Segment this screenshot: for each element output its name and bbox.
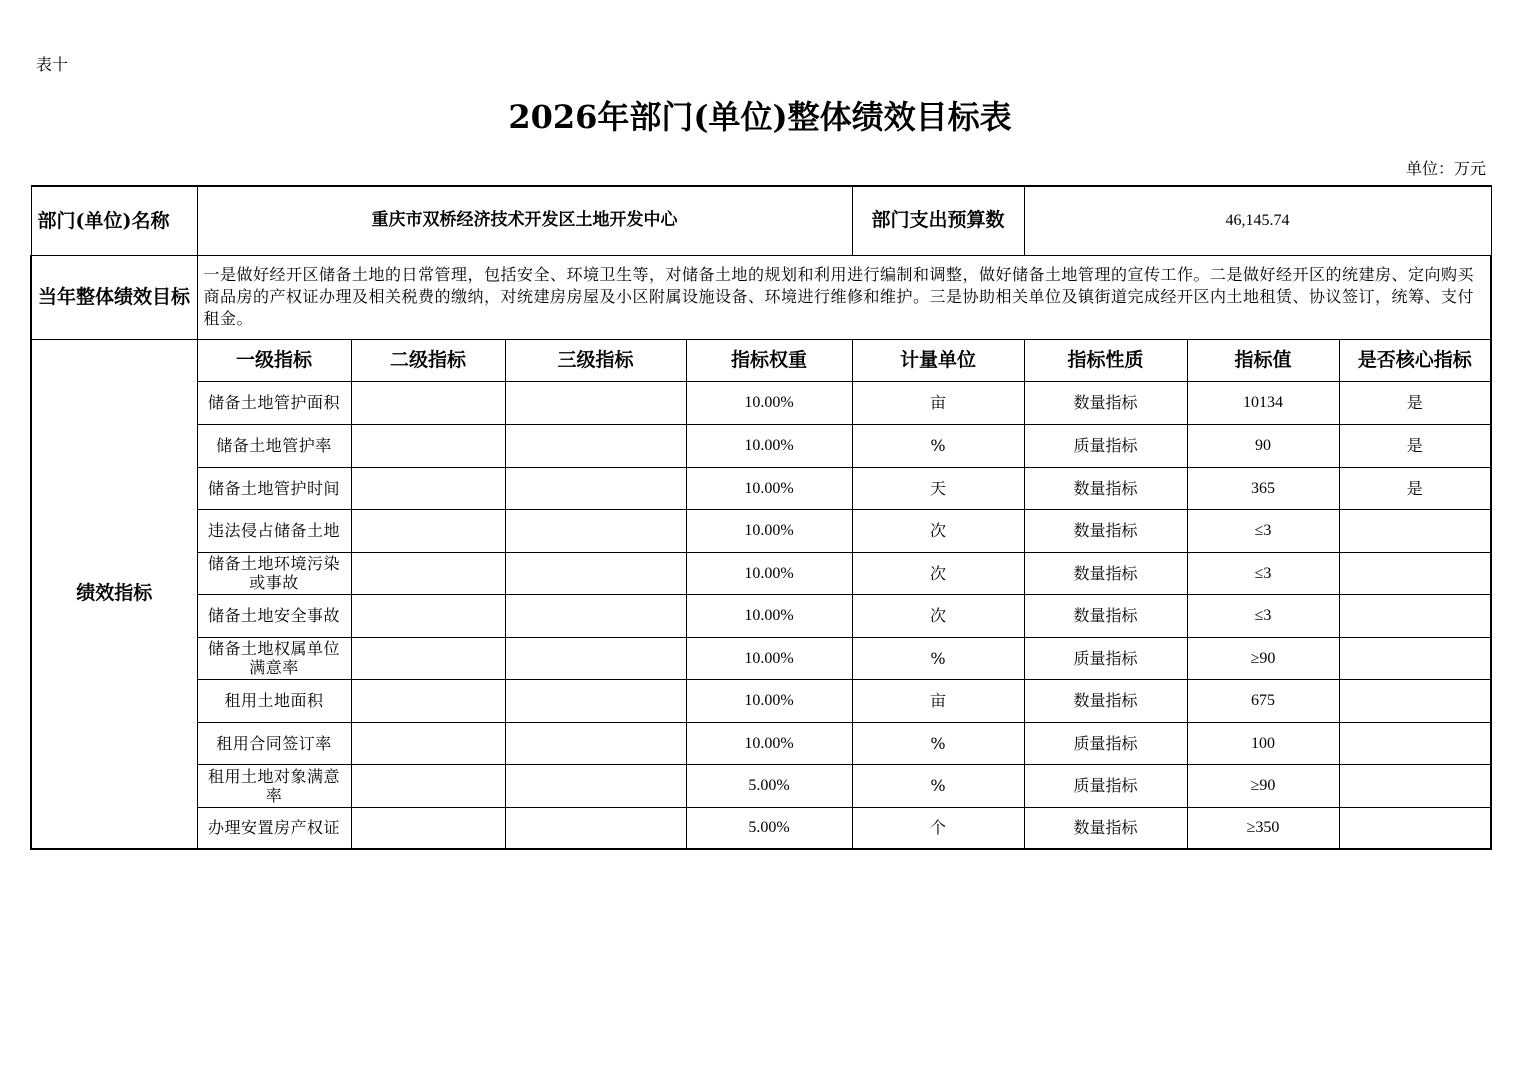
table-row [31,381,1491,424]
level2-cell [351,424,505,467]
indicator-section-label: 绩效指标 [31,339,197,849]
value-cell: ≤3 [1187,594,1339,637]
weight-cell: 10.00% [686,594,852,637]
page-title: 2026年部门(单位)整体绩效目标表 [508,98,1012,136]
weight-cell: 10.00% [686,424,852,467]
value-cell: ≤3 [1187,509,1339,552]
core-cell [1339,807,1491,849]
core-cell [1339,722,1491,764]
level2-cell [351,722,505,764]
table-row [31,467,1491,509]
nature-cell: 数量指标 [1024,594,1187,637]
indicator-header-row [31,339,1491,381]
value-cell: 100 [1187,722,1339,764]
table-row [31,807,1491,849]
core-cell [1339,509,1491,552]
table-body [31,186,1491,849]
level3-cell [505,764,686,807]
level2-cell [351,381,505,424]
weight-cell: 10.00% [686,679,852,722]
level1-cell: 储备土地管护率 [197,424,351,467]
value-cell: 675 [1187,679,1339,722]
nature-cell: 质量指标 [1024,764,1187,807]
table-row [31,594,1491,637]
col-header-unit: 计量单位 [852,339,1024,381]
unit-cell: 次 [852,509,1024,552]
level1-cell: 储备土地环境污染或事故 [197,552,351,594]
level1-cell: 储备土地权属单位满意率 [197,637,351,679]
nature-cell: 质量指标 [1024,637,1187,679]
goal-text: 一是做好经开区储备土地的日常管理，包括安全、环境卫生等，对储备土地的规划和利用进行编制和调整，做好储备土地管理的宣传工作。二是做好经开区的统建房、定向购买商品房的产权证办理及相关税费的缴纳，对统建房房屋及小区附属设施设备、环境进行维修和维护。三是协助相关单位及镇街道完成经开区内土地租赁、协议签订，统筹、支付租金。 [197,255,1491,339]
table-row [31,424,1491,467]
weight-cell: 10.00% [686,722,852,764]
weight-cell: 10.00% [686,381,852,424]
weight-cell: 10.00% [686,552,852,594]
level2-cell [351,509,505,552]
level3-cell [505,637,686,679]
col-header-core: 是否核心指标 [1339,339,1491,381]
core-cell [1339,594,1491,637]
level3-cell [505,424,686,467]
level2-cell [351,552,505,594]
value-cell: 365 [1187,467,1339,509]
weight-cell: 5.00% [686,807,852,849]
nature-cell: 质量指标 [1024,424,1187,467]
col-header-level1: 一级指标 [197,339,351,381]
level2-cell [351,807,505,849]
level3-cell [505,594,686,637]
goal-label: 当年整体绩效目标 [31,255,197,339]
level2-cell [351,467,505,509]
core-cell [1339,679,1491,722]
value-cell: ≥350 [1187,807,1339,849]
level1-cell: 违法侵占储备土地 [197,509,351,552]
level2-cell [351,679,505,722]
value-cell: ≥90 [1187,764,1339,807]
unit-cell: % [852,424,1024,467]
unit-cell: % [852,637,1024,679]
col-header-nature: 指标性质 [1024,339,1187,381]
budget-value: 46,145.74 [1024,186,1491,255]
level1-cell: 储备土地管护面积 [197,381,351,424]
level3-cell [505,552,686,594]
core-cell [1339,637,1491,679]
col-header-weight: 指标权重 [686,339,852,381]
unit-cell: 天 [852,467,1024,509]
nature-cell: 数量指标 [1024,509,1187,552]
nature-cell: 数量指标 [1024,381,1187,424]
level3-cell [505,679,686,722]
unit-cell: 个 [852,807,1024,849]
level2-cell [351,594,505,637]
nature-cell: 数量指标 [1024,467,1187,509]
corner-label: 表十 [36,55,69,74]
nature-cell: 数量指标 [1024,552,1187,594]
core-cell [1339,552,1491,594]
level2-cell [351,764,505,807]
level3-cell [505,722,686,764]
table-row [31,509,1491,552]
unit-cell: 次 [852,552,1024,594]
unit-cell: 亩 [852,679,1024,722]
core-cell: 是 [1339,424,1491,467]
weight-cell: 10.00% [686,509,852,552]
weight-cell: 10.00% [686,467,852,509]
dept-name-label: 部门(单位)名称 [31,186,197,255]
value-cell: 10134 [1187,381,1339,424]
nature-cell: 数量指标 [1024,679,1187,722]
level1-cell: 储备土地管护时间 [197,467,351,509]
table-row [31,764,1491,807]
weight-cell: 10.00% [686,637,852,679]
value-cell: 90 [1187,424,1339,467]
unit-cell: % [852,722,1024,764]
level3-cell [505,467,686,509]
level1-cell: 租用土地对象满意率 [197,764,351,807]
level2-cell [351,637,505,679]
weight-cell: 5.00% [686,764,852,807]
col-header-level3: 三级指标 [505,339,686,381]
core-cell: 是 [1339,467,1491,509]
unit-cell: % [852,764,1024,807]
table-row [31,637,1491,679]
level3-cell [505,807,686,849]
core-cell: 是 [1339,381,1491,424]
budget-label: 部门支出预算数 [852,186,1024,255]
unit-cell: 亩 [852,381,1024,424]
nature-cell: 质量指标 [1024,722,1187,764]
col-header-level2: 二级指标 [351,339,505,381]
dept-name-value: 重庆市双桥经济技术开发区土地开发中心 [197,186,852,255]
performance-target-table [30,185,1492,850]
table-row [31,722,1491,764]
col-header-value: 指标值 [1187,339,1339,381]
core-cell [1339,764,1491,807]
level3-cell [505,381,686,424]
unit-cell: 次 [852,594,1024,637]
level1-cell: 租用土地面积 [197,679,351,722]
level1-cell: 租用合同签订率 [197,722,351,764]
nature-cell: 数量指标 [1024,807,1187,849]
value-cell: ≥90 [1187,637,1339,679]
level3-cell [505,509,686,552]
goal-row [31,255,1491,339]
value-cell: ≤3 [1187,552,1339,594]
table-row [31,552,1491,594]
level1-cell: 储备土地安全事故 [197,594,351,637]
level1-cell: 办理安置房产权证 [197,807,351,849]
dept-row [31,186,1491,255]
table-row [31,679,1491,722]
unit-label: 单位：万元 [1405,159,1486,178]
